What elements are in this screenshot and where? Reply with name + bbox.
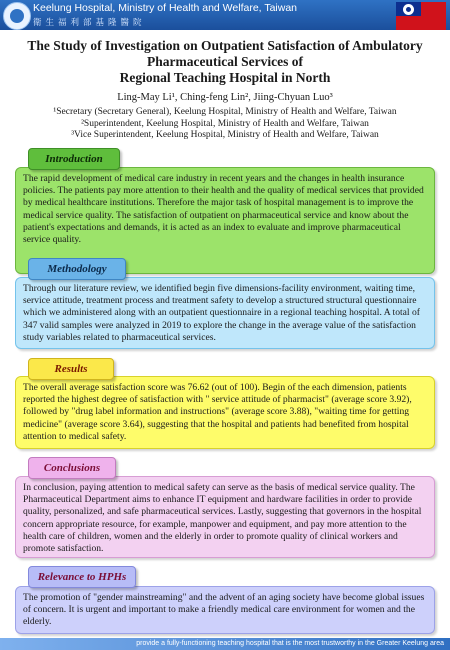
taiwan-flag-icon [396, 2, 446, 30]
conclusions-heading: Conclusions [28, 457, 116, 479]
affiliation-2: ²Superintendent, Keelung Hospital, Ministry of Health and Welfare, Taiwan [81, 118, 369, 129]
title-line-1: The Study of Investigation on Outpatient Satisfaction of Ambulatory [27, 38, 423, 53]
author-list: Ling-May Li¹, Ching-feng Lin², Jiing-Chyuan Luo³ [117, 92, 333, 103]
methodology-heading: Methodology [28, 258, 126, 280]
conclusions-section: In conclusion, paying attention to medical safety can serve as the basis of medical service quality. The Pharmaceutical Department aims to enhance IT equipment and hardware facilities in order to provide quality, personalized, and safe pharmaceutical services. Lastly, suggesting that governors in the hospital concern appropriate resource, for example, manpower and equipment, and pay more attention to the health care of children, women and the elderly in order to promote quality of clinical workers and promote satisfaction. [15, 476, 435, 558]
introduction-section: The rapid development of medical care industry in recent years and the changes in health insurance policies. The patients pay more attention to their health and the quality of medical services that provided by medical healthcare institutions. Therefore the major task of hospital management is to improve the medical service quality. The satisfaction of outpatient on pharmaceutical service and know about the patient's expectations and demands, it is acted as an index to evaluate and improve pharmaceutical service quality. [15, 167, 435, 274]
footer-tagline: provide a fully-functioning teaching hospital that is the most trustworthy in the Greater Keelung area [136, 640, 444, 647]
methodology-section: Through our literature review, we identified begin five dimensions-facility environment, waiting time, service attitude, treatment process and treatment safety to develop a structured structural questionnaire which we administered along with an outpatient questionnaire in a regional teaching hospital. A total of 347 valid samples were analyzed in 2019 to explore the change in the average value of the satisfaction study variables related to pharmaceutical services. [15, 277, 435, 349]
affiliation-1: ¹Secretary (Secretary General), Keelung Hospital, Ministry of Health and Welfare, Taiwan [53, 107, 397, 117]
results-heading: Results [28, 358, 114, 380]
hospital-logo-icon [3, 2, 31, 30]
hospital-name-en: Keelung Hospital, Ministry of Health and Welfare, Taiwan [33, 2, 297, 14]
footer-bar [0, 638, 450, 650]
relevance-section: The promotion of "gender mainstreaming" and the advent of an aging society have become global issues of concern. It is urgent and important to make a friendly medical care environment for women and the elderly. [15, 586, 435, 634]
header-bar [0, 0, 450, 30]
results-section: The overall average satisfaction score was 76.62 (out of 100). Begin of the each dimension, patients reported the highest degree of satisfaction with " service attitude of pharmacist" (average score 3.92), followed by "drug label information and instructions" (average score 3.88), "waiting time for getting medicine" (average score 3.64), suggesting that the hospital and patients had benefited from hospital attention to medical safety. [15, 376, 435, 449]
poster-title [10, 38, 440, 86]
affiliations [10, 107, 440, 142]
title-line-2: Pharmaceutical Services of [147, 54, 303, 69]
introduction-heading: Introduction [28, 148, 120, 170]
hospital-name-zh: 衛生福利部基隆醫院 [33, 18, 146, 28]
title-line-3: Regional Teaching Hospital in North [119, 70, 331, 85]
affiliation-3: ³Vice Superintendent, Keelung Hospital, Ministry of Health and Welfare, Taiwan [71, 130, 379, 140]
relevance-heading: Relevance to HPHs [28, 566, 136, 588]
